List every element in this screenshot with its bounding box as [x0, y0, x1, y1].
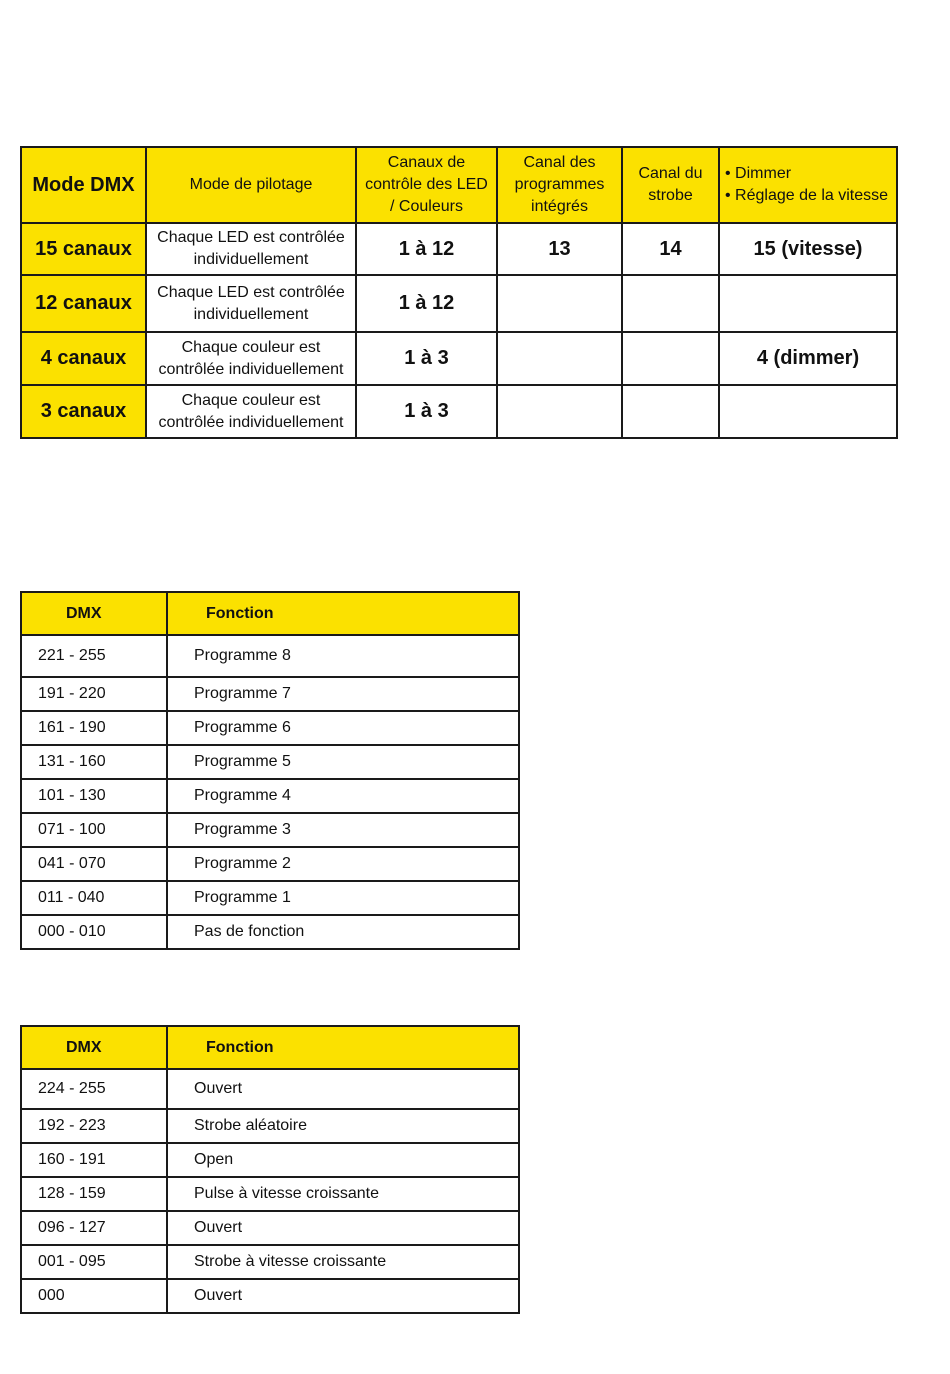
led-channels-cell: 1 à 12 [356, 275, 497, 332]
dmx-range-cell: 041 - 070 [21, 847, 167, 881]
function-cell: Pulse à vitesse croissante [167, 1177, 519, 1211]
header-fonction: Fonction [167, 592, 519, 635]
dmx-range-cell: 000 [21, 1279, 167, 1313]
dmx-mode-table [20, 146, 898, 439]
function-cell: Open [167, 1143, 519, 1177]
function-cell: Strobe aléatoire [167, 1109, 519, 1143]
header-led-line3: / Couleurs [390, 198, 463, 215]
header-mode-pilotage: Mode de pilotage [146, 147, 356, 223]
mode-description-cell [146, 275, 356, 332]
function-cell: Ouvert [167, 1211, 519, 1245]
description-line: contrôlée individuellement [158, 413, 344, 431]
dmx-range-cell: 101 - 130 [21, 779, 167, 813]
table-row [21, 1143, 519, 1177]
strobe-channel-cell [622, 332, 719, 385]
table-row [21, 275, 897, 332]
function-cell: Strobe à vitesse croissante [167, 1245, 519, 1279]
function-cell: Programme 7 [167, 677, 519, 711]
header-dimmer-speed [719, 147, 897, 223]
table-row [21, 711, 519, 745]
dimmer-speed-cell: 4 (dimmer) [719, 332, 897, 385]
dmx-range-cell: 224 - 255 [21, 1069, 167, 1109]
mode-name-cell: 3 canaux [21, 385, 146, 438]
dmx-range-cell: 161 - 190 [21, 711, 167, 745]
header-dmx: DMX [21, 592, 167, 635]
dmx-range-cell: 011 - 040 [21, 881, 167, 915]
mode-description-cell [146, 223, 356, 275]
table-row [21, 1177, 519, 1211]
function-cell: Programme 6 [167, 711, 519, 745]
table-row [21, 1211, 519, 1245]
dmx-range-cell: 160 - 191 [21, 1143, 167, 1177]
strobe-table-header-row [21, 1026, 519, 1069]
dimmer-speed-cell [719, 275, 897, 332]
mode-table-header-row [21, 147, 897, 223]
dmx-range-cell: 191 - 220 [21, 677, 167, 711]
header-strobe-channel [622, 147, 719, 223]
header-program-channel [497, 147, 622, 223]
dimmer-speed-cell: 15 (vitesse) [719, 223, 897, 275]
table-row [21, 1069, 519, 1109]
function-cell: Programme 1 [167, 881, 519, 915]
table-row [21, 779, 519, 813]
table-row [21, 332, 897, 385]
function-cell: Programme 5 [167, 745, 519, 779]
dmx-range-cell: 071 - 100 [21, 813, 167, 847]
function-cell: Pas de fonction [167, 915, 519, 949]
dmx-range-cell: 131 - 160 [21, 745, 167, 779]
strobe-function-table [20, 1025, 520, 1314]
table-row [21, 881, 519, 915]
description-line: Chaque couleur est [181, 338, 321, 356]
strobe-channel-cell [622, 385, 719, 438]
table-row [21, 915, 519, 949]
description-line: individuellement [193, 251, 309, 268]
led-channels-cell: 1 à 3 [356, 332, 497, 385]
program-channel-cell [497, 275, 622, 332]
function-cell: Programme 2 [167, 847, 519, 881]
dmx-range-cell: 001 - 095 [21, 1245, 167, 1279]
header-led-channels [356, 147, 497, 223]
header-dmx: DMX [21, 1026, 167, 1069]
header-mode-dmx: Mode DMX [21, 147, 146, 223]
description-line: Chaque LED est contrôlée [157, 229, 345, 246]
function-cell: Programme 3 [167, 813, 519, 847]
mode-description-cell [146, 385, 356, 438]
dmx-range-cell: 096 - 127 [21, 1211, 167, 1245]
table-row [21, 635, 519, 677]
program-channel-cell [497, 332, 622, 385]
table-row [21, 745, 519, 779]
dimmer-speed-cell [719, 385, 897, 438]
header-prog-line2: programmes [514, 176, 605, 193]
dmx-range-cell: 192 - 223 [21, 1109, 167, 1143]
dmx-range-cell: 221 - 255 [21, 635, 167, 677]
function-cell: Ouvert [167, 1279, 519, 1313]
table-row [21, 1109, 519, 1143]
table-row [21, 223, 897, 275]
program-channel-cell [497, 385, 622, 438]
description-line: contrôlée individuellement [158, 360, 344, 378]
header-strobe-line2: strobe [648, 187, 693, 204]
header-speed-item: • Réglage de la vitesse [725, 187, 889, 204]
led-channels-cell: 1 à 3 [356, 385, 497, 438]
header-prog-line3: intégrés [531, 198, 588, 215]
led-channels-cell: 1 à 12 [356, 223, 497, 275]
header-fonction: Fonction [167, 1026, 519, 1069]
table-row [21, 1279, 519, 1313]
mode-name-cell: 15 canaux [21, 223, 146, 275]
table-row [21, 677, 519, 711]
table-row [21, 385, 897, 438]
description-line: individuellement [193, 305, 309, 323]
function-cell: Programme 4 [167, 779, 519, 813]
strobe-channel-cell [622, 275, 719, 332]
header-dimmer-item: • Dimmer [725, 165, 792, 182]
header-prog-line1: Canal des [523, 154, 596, 171]
dmx-range-cell: 000 - 010 [21, 915, 167, 949]
header-led-line1: Canaux de [387, 154, 466, 171]
header-strobe-line1: Canal du [638, 165, 703, 182]
strobe-channel-cell: 14 [622, 223, 719, 275]
dmx-range-cell: 128 - 159 [21, 1177, 167, 1211]
table-row [21, 1245, 519, 1279]
mode-name-cell: 4 canaux [21, 332, 146, 385]
function-cell: Ouvert [167, 1069, 519, 1109]
function-cell: Programme 8 [167, 635, 519, 677]
table-row [21, 847, 519, 881]
mode-description-cell [146, 332, 356, 385]
mode-name-cell: 12 canaux [21, 275, 146, 332]
description-line: Chaque couleur est [181, 391, 321, 409]
program-function-table [20, 591, 520, 950]
program-table-header-row [21, 592, 519, 635]
program-channel-cell: 13 [497, 223, 622, 275]
description-line: Chaque LED est contrôlée [157, 283, 345, 301]
header-led-line2: contrôle des LED [365, 176, 488, 193]
table-row [21, 813, 519, 847]
